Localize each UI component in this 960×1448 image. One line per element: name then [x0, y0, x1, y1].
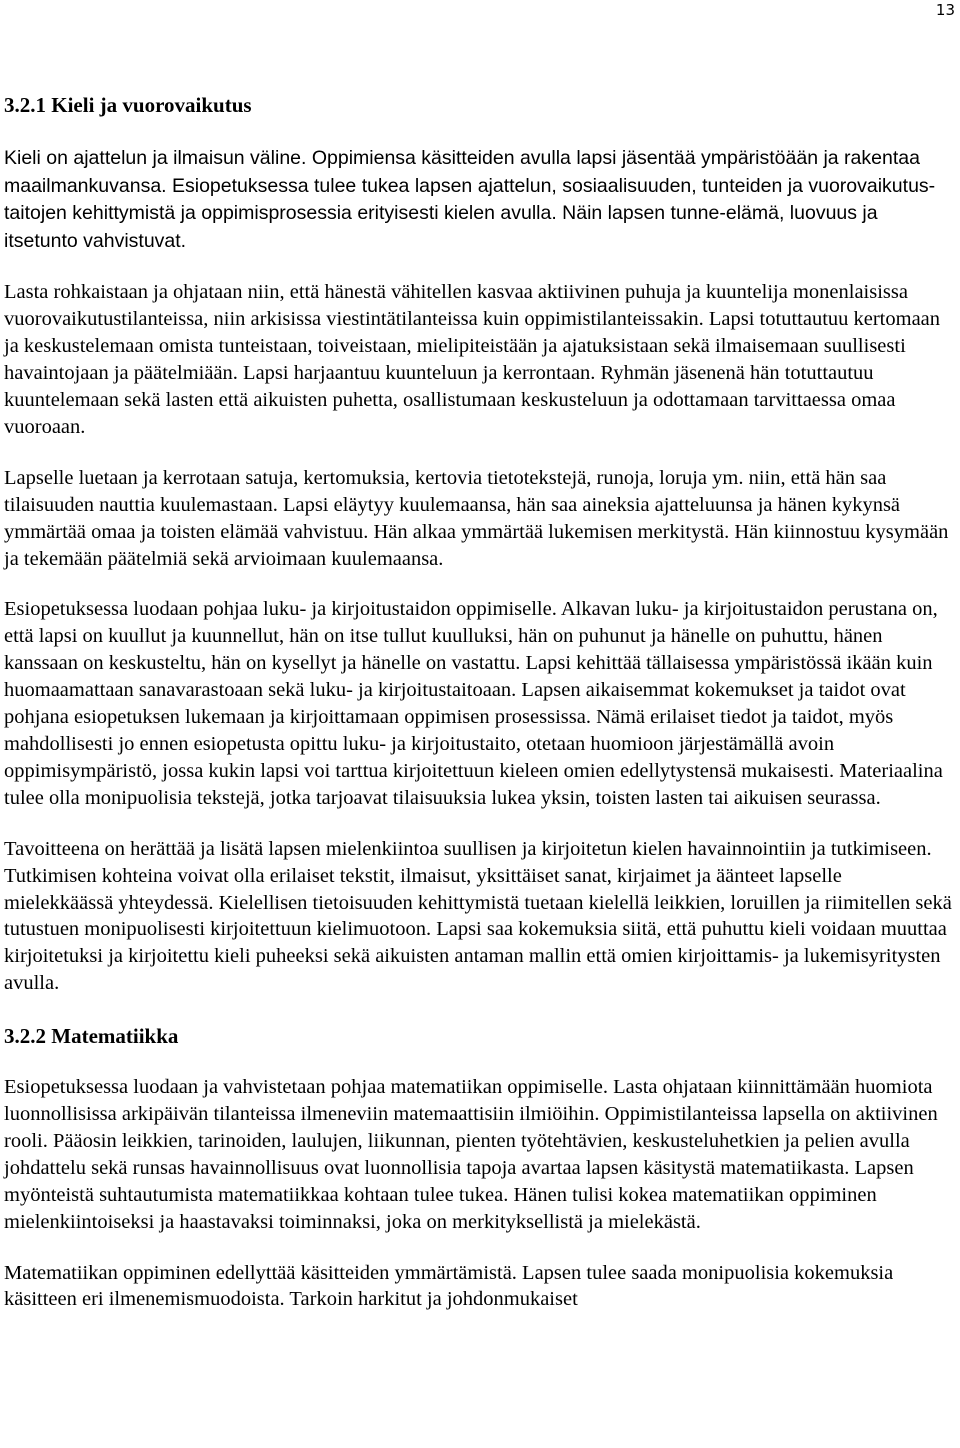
- paragraph: Kieli on ajattelun ja ilmaisun väline. Oppimiensa käsitteiden avulla lapsi jäsentää ympäristöään ja rakentaa maailmankuvansa. Esiopetuksessa tulee tukea lapsen ajattelun, sosiaalisuuden, tunteiden ja vuorovaikutus-taitojen kehittymistä ja oppimisprosessia erityisesti kielen avulla. Näin lapsen tunne-elämä, luovuus ja itsetunto vahvistuvat.: [4, 147, 936, 252]
- paragraph: Lasta rohkaistaan ja ohjataan niin, että hänestä vähitellen kasvaa aktiivinen puhuja ja kuuntelija monenlaisissa vuorovaikutustilanteissa, niin arkisissa viestintätilanteissa kuin oppimistilanteissakin. Lapsi totuttautuu kertomaan ja keskustelemaan omista tunteistaan, toiveistaan, mielipiteistään ja ajatuksistaan sekä ilmaisemaan suullisesti havaintojaan ja päätelmiään. Lapsi harjaantuu kuunteluun ja kerrontaan. Ryhmän jäsenenä hän totuttautuu kuuntelemaan sekä lasten että aikuisten puhetta, osallistumaan keskusteluun ja odottamaan tarvittaessa omaa vuoroaan.: [4, 281, 941, 438]
- section-heading-kieli: 3.2.1 Kieli ja vuorovaikutus: [4, 93, 252, 117]
- paragraph: Esiopetuksessa luodaan ja vahvistetaan pohjaa matematiikan oppimiselle. Lasta ohjataan kiinnittämään huomiota luonnollisissa arkipäivän tilanteissa ilmeneviin matemaattisiin ilmiöihin. Oppimistilanteissa lapsella on aktiivinen rooli. Pääosin leikkien, tarinoiden, laulujen, liikunnan, pienten työtehtävien, keskusteluhetkien ja pelien avulla johdattelu sekä runsas havainnollisuus ovat luonnollisia tapoja avartaa lapsen käsitystä matematiikasta. Lapsen myönteistä suhtautumista matematiikkaa kohtaan tulee tukea. Hänen tulisi kokea matematiikan oppiminen mielenkiintoiseksi ja haastavaksi toiminnaksi, joka on merkityksellistä ja mielekästä.: [4, 1076, 938, 1233]
- paragraph: Matematiikan oppiminen edellyttää käsitteiden ymmärtämistä. Lapsen tulee saada monipuolisia kokemuksia käsitteen eri ilmenemismuodoista. Tarkoin harkitut ja johdonmukaiset: [4, 1261, 894, 1311]
- section-heading-matematiikka: 3.2.2 Matematiikka: [4, 1024, 179, 1049]
- paragraph: Tavoitteena on herättää ja lisätä lapsen mielenkiintoa suullisen ja kirjoitetun kielen havainnointiin ja tutkimiseen. Tutkimisen kohteina voivat olla erilaiset tekstit, ilmaisut, yksittäiset sanat, kirjaimet ja äänteet lapselle mielekkäässä yhteydessä. Kielellisen tietoisuuden kehittymistä tuetaan kielellä leikkien, loruillen ja riimitellen sekä tutustuen monipuolisesti kirjoitettuun kielimuotoon. Lapsi saa kokemuksia siitä, että puhuttu kieli voidaan muuttaa kirjoitetuksi ja kirjoitettu kieli puheeksi sekä aikuisten antaman mallin että omien kirjoittamis- ja lukemisyritysten avulla.: [4, 837, 952, 995]
- paragraph: Lapselle luetaan ja kerrotaan satuja, kertomuksia, kertovia tietotekstejä, runoja, loruja ym. niin, että hän saa tilaisuuden nauttia kuulemastaan. Lapsi eläytyy kuulemaansa, hän saa aineksia ajatteluunsa ja hänen kykynsä ymmärtää omaa ja toisten elämää vahvistuu. Hän alkaa ymmärtää lukemisen merkitystä. Hän kiinnostuu kysymään ja tekemään päätelmiä sekä arvioimaan kuulemaansa.: [4, 466, 949, 570]
- paragraph: Esiopetuksessa luodaan pohjaa luku- ja kirjoitustaidon oppimiselle. Alkavan luku- ja kirjoitustaidon perustana on, että lapsi on kuullut ja kuunnellut, hän on itse tullut kuulluksi, hän on puhunut ja hänelle on puhuttu, hänen kanssaan on keskusteltu, hän on kysellyt ja hänelle on vastattu. Lapsi kehittää tällaisessa ympäristössä ikään kuin huomaamattaan sanavarastoaan sekä luku- ja kirjoitustaitoaan. Lapsen aikaisemmat kokemukset ja taidot ovat pohjana esiopetuksen lukemaan ja kirjoittamaan oppimisen prosessissa. Nämä erilaiset tiedot ja taidot, myös mahdollisesti jo ennen esiopetusta opittu luku- ja kirjoitustaito, otetaan huomioon järjestämällä avoin oppimisympäristö, jossa kukin lapsi voi tarttua kirjoitettuun kieleen omien edellytystensä mukaisesti. Materiaalina tulee olla monipuolisia tekstejä, jotka tarjoavat tilaisuuksia lukea yksin, toisten lasten tai aikuisen seurassa.: [4, 598, 943, 809]
- document-body: [4, 92, 956, 1313]
- page-number: 13: [935, 1, 955, 19]
